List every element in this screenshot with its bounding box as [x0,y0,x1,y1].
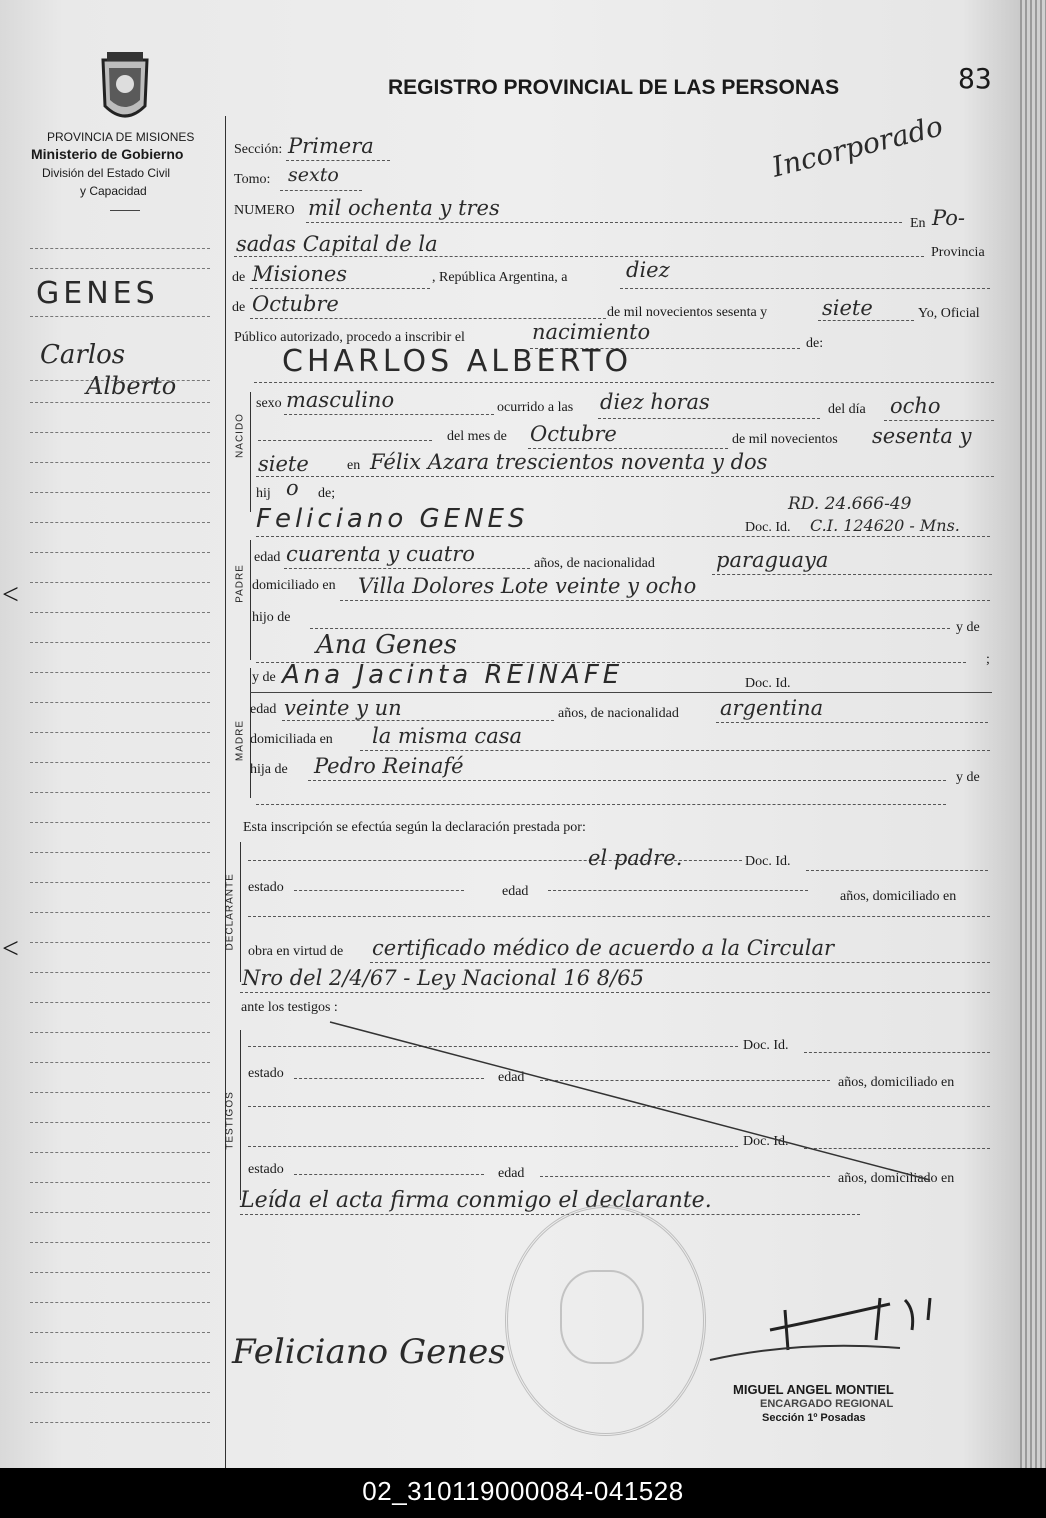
official-section: Sección 1º Posadas [762,1412,866,1424]
father-mother-value: Ana Genes [316,630,457,660]
semicolon-label: ; [986,652,990,667]
margin-mark-2: < [2,932,19,965]
witness1-edad-label: edad [498,1070,525,1085]
de-mil-nov-label: de mil novecientos [732,432,838,447]
ocurrido-label: ocurrido a las [497,400,574,415]
margin-given-name-1: Carlos [40,340,126,370]
witness1-doc-label: Doc. Id. [743,1038,789,1053]
official-signature [700,1290,970,1370]
father-dom-label: domiciliado en [252,578,336,593]
sexo-label: sexo [256,396,282,411]
obra-value-2: Nro del 2/4/67 - Ley Nacional 16 8/65 [242,966,644,990]
father-age-value: cuarenta y cuatro [286,542,475,566]
year-value: siete [822,296,873,320]
ministry-label: Ministerio de Gobierno [31,146,184,162]
hijo-value: o [286,476,299,500]
hija-de-label: hija de [250,762,288,777]
witness1-dom-label: años, domiciliado en [838,1075,955,1090]
seal-emblem-icon [560,1270,644,1364]
margin-mark-1: < [2,578,19,611]
mes-value: Octubre [530,422,617,446]
anio-value-2: siete [258,452,309,476]
en-label: En [910,216,926,231]
hijo-de-label-2: hijo de [252,610,291,625]
obra-value-1: certificado médico de acuerdo a la Circular [372,936,835,960]
republica-label: , República Argentina, a [432,270,568,285]
father-nat-label: años, de nacionalidad [534,556,655,571]
ante-label: ante los testigos : [241,1000,338,1015]
father-age-label: edad [254,550,281,565]
closing-value: Leída el acta firma conmigo el declarante. [240,1188,712,1213]
province-value: Misiones [252,262,348,286]
madre-tab: MADRE [234,719,246,762]
witness2-edad-label: edad [498,1166,525,1181]
nacido-tab: NACIDO [234,413,246,458]
father-doc-2: C.I. 124620 - Mns. [810,516,960,535]
witness2-dom-label: años, domiciliado en [838,1171,955,1186]
declarant-value: el padre. [588,846,683,870]
province-label: PROVINCIA DE MISIONES [47,130,195,144]
inscripcion-label: Esta inscripción se efectúa según la declaración prestada por: [243,820,586,835]
seccion-label: Sección: [234,142,283,157]
anio-value: sesenta y [872,424,972,448]
de-label-2: de [232,300,246,315]
numero-value: mil ochenta y tres [308,196,500,220]
mother-y-de-label: y de [252,670,276,685]
official-name: MIGUEL ANGEL MONTIEL [733,1382,894,1397]
declarant-edad-label: edad [502,884,529,899]
mother-dom-label: domiciliada en [250,732,333,747]
document-title: REGISTRO PROVINCIAL DE LAS PERSONAS [388,76,840,99]
mother-nat-value: argentina [720,696,824,720]
dia-value: ocho [890,394,941,418]
division-label-2: y Capacidad [80,184,147,198]
lugar-value: Félix Azara trescientos noventa y dos [370,450,768,474]
witness2-doc-label: Doc. Id. [743,1134,789,1149]
event-value: nacimiento [532,320,651,344]
del-mes-label: del mes de [447,429,507,444]
tomo-value: sexto [288,164,339,186]
mother-doc-label: Doc. Id. [745,676,791,691]
witness1-estado-label: estado [248,1066,284,1081]
mother-age-value: veinte y un [284,696,402,720]
mother-dom-value: la misma casa [372,724,523,748]
hijo-label: hij [256,486,271,501]
testigos-tab: TESTIGOS [224,1091,236,1150]
yo-oficial-label: Yo, Oficial [918,306,980,321]
y-de-label-3: y de [956,770,980,785]
de-label: de [232,270,246,285]
declarante-tab: DECLARANTE [224,873,236,951]
de-mil-label: de mil novecientos sesenta y [607,305,768,320]
sexo-value: masculino [286,388,395,412]
division-label: División del Estado Civil [42,166,171,180]
declarant-doc-label: Doc. Id. [745,854,791,869]
mother-name: Ana Jacinta REINAFE [282,660,624,690]
city-value: sadas Capital de la [236,232,438,256]
page-number: 83 [958,62,992,95]
declarant-estado-label: estado [248,880,284,895]
en-value: Po- [932,206,966,230]
month-value: Octubre [252,292,339,316]
y-de-label: y de [956,620,980,635]
hora-value: diez horas [600,390,710,414]
declarant-dom-label: años, domiciliado en [840,889,957,904]
hijo-de-label: de; [318,486,336,501]
tomo-label: Tomo: [234,172,271,187]
margin-surname: GENES [36,276,159,311]
declarant-signature: Feliciano Genes [232,1332,506,1372]
mother-father-value: Pedro Reinafé [314,754,464,778]
mother-nat-label: años, de nacionalidad [558,706,679,721]
father-doc-label: Doc. Id. [745,520,791,535]
closing-line [240,1214,860,1215]
father-doc-1: RD. 24.666-49 [788,494,912,514]
day-value: diez [626,258,670,282]
padre-tab: PADRE [234,564,246,603]
provincia-label: Provincia [931,245,985,260]
father-nat-value: paraguaya [716,548,829,572]
numero-label: NUMERO [234,203,295,218]
father-dom-value: Villa Dolores Lote veinte y ocho [358,574,697,598]
obra-label: obra en virtud de [248,944,344,959]
seccion-value: Primera [288,134,374,158]
child-name: CHARLOS ALBERTO [282,344,633,379]
father-name: Feliciano GENES [256,504,529,534]
witness2-estado-label: estado [248,1162,284,1177]
publico-label: Público autorizado, procedo a inscribir el [234,330,465,345]
en-lower-label: en [347,458,361,473]
corner-signature: Incorporado [768,109,947,184]
mother-age-label: edad [250,702,277,717]
file-identifier: 02_310119000084-041528 [0,1468,1046,1518]
del-dia-label: del día [828,402,866,417]
official-title: ENCARGADO REGIONAL [760,1398,894,1410]
margin-given-name-2: Alberto [86,372,177,400]
de-colon-label: de: [806,336,824,351]
